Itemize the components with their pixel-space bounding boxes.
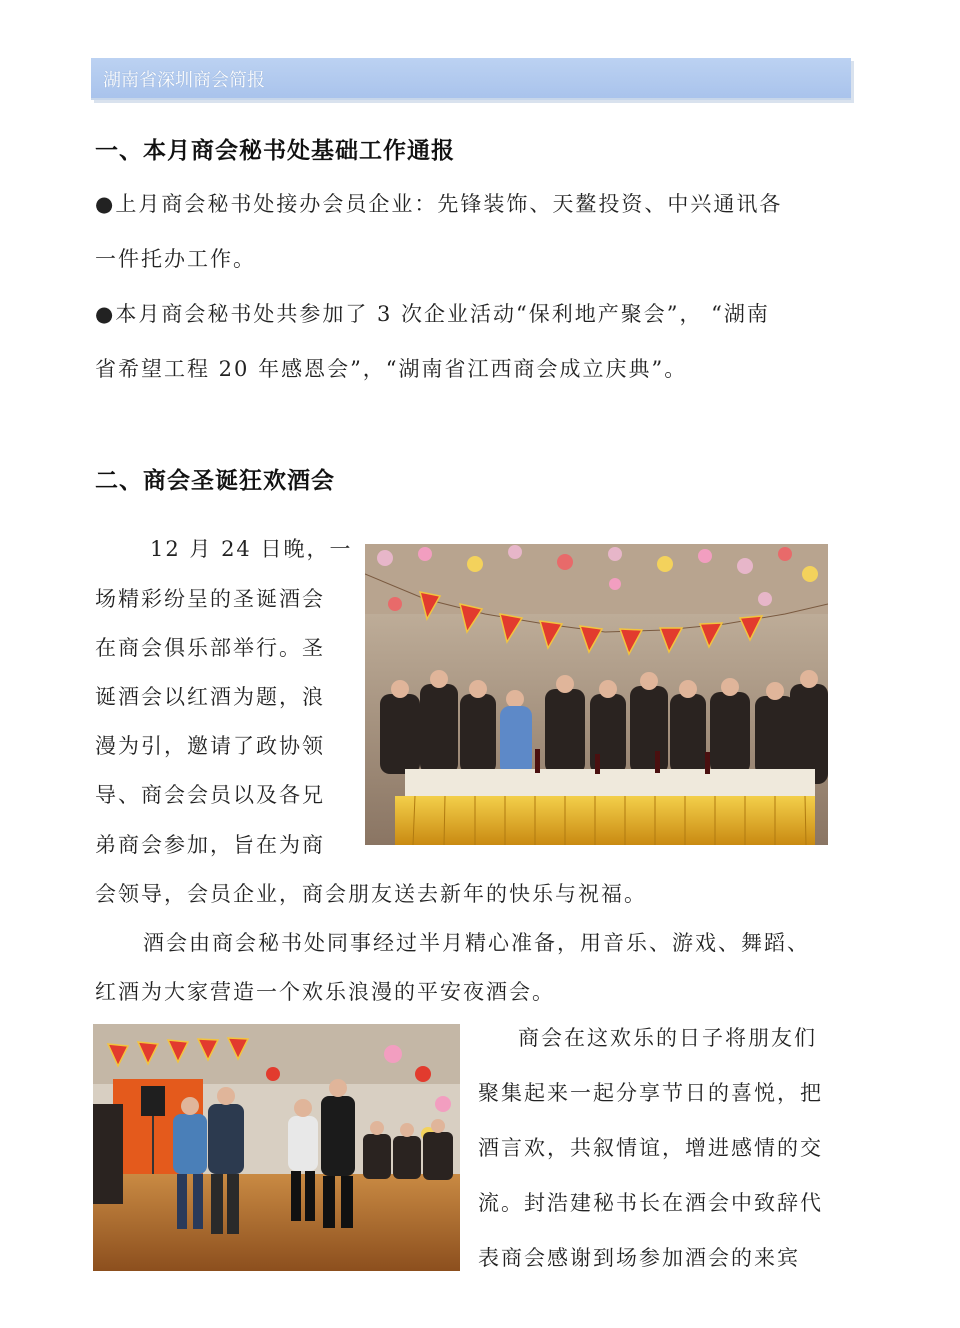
para2-line: 红酒为大家营造一个欢乐浪漫的平安夜酒会。 bbox=[95, 980, 555, 1004]
para1-line: 会领导，会员企业，商会朋友送去新年的快乐与祝福。 bbox=[95, 882, 647, 906]
section1-title: 一、本月商会秘书处基础工作通报 bbox=[95, 137, 455, 164]
para1-line: 漫为引，邀请了政协领 bbox=[95, 734, 325, 758]
header-title: 湖南省深圳商会简报 bbox=[103, 70, 265, 91]
para1-line: 诞酒会以红酒为题，浪 bbox=[95, 685, 325, 709]
dancing-photo bbox=[93, 1024, 460, 1271]
para3-line: 聚集起来一起分享节日的喜悦，把 bbox=[478, 1081, 823, 1105]
banquet-photo bbox=[365, 544, 828, 845]
para2-line: 酒会由商会秘书处同事经过半月精心准备，用音乐、游戏、舞蹈、 bbox=[143, 931, 810, 955]
bullet2-line2: 省希望工程 20 年感恩会”，“湖南省江西商会成立庆典”。 bbox=[95, 357, 688, 381]
bullet1-line2: 一件托办工作。 bbox=[95, 247, 256, 271]
header-band bbox=[91, 58, 851, 100]
para1-line: 弟商会参加，旨在为商 bbox=[95, 833, 325, 857]
bullet2-line1: ●本月商会秘书处共参加了 3 次企业活动“保利地产聚会”， “湖南 bbox=[95, 302, 770, 326]
para1-line: 场精彩纷呈的圣诞酒会 bbox=[95, 587, 325, 611]
para1-line: 导、商会会员以及各兄 bbox=[95, 783, 325, 807]
section2-title: 二、商会圣诞狂欢酒会 bbox=[95, 467, 335, 494]
para3-line: 表商会感谢到场参加酒会的来宾 bbox=[478, 1246, 800, 1270]
para3-line: 商会在这欢乐的日子将朋友们 bbox=[518, 1026, 817, 1050]
para3-line: 流。封浩建秘书长在酒会中致辞代 bbox=[478, 1191, 823, 1215]
bullet1-line1: ●上月商会秘书处接办会员企业：先锋装饰、天鳌投资、中兴通讯各 bbox=[95, 192, 783, 216]
para1-line: 在商会俱乐部举行。圣 bbox=[95, 636, 325, 660]
para3-line: 酒言欢，共叙情谊，增进感情的交 bbox=[478, 1136, 823, 1160]
para1-line: 12 月 24 日晚，一 bbox=[150, 537, 353, 561]
